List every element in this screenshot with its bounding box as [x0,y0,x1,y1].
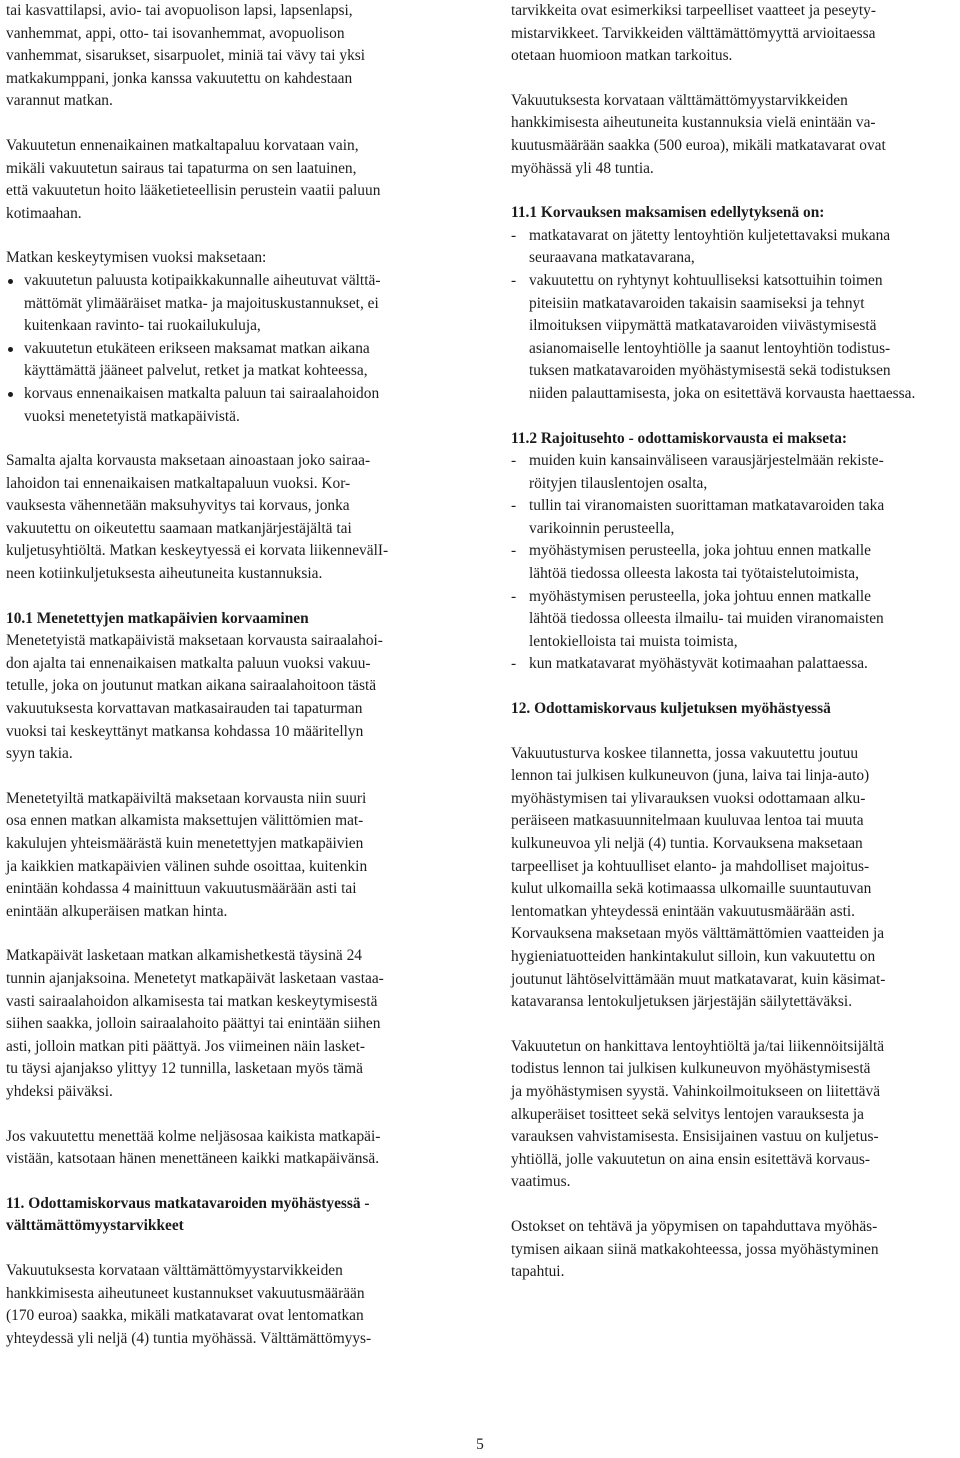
section-heading-11-1: 11.1 Korvauksen maksamisen edellytyksenä on: [511,204,825,222]
list-item: - matkatavarat on jätetty lentoyhtiön kuljetettavaksi mukana seuraavana matkatavarana, [511,225,957,270]
section-heading-10-1: 10.1 Menetettyjen matkapäivien korvaaminen [6,609,309,627]
list-item: - muiden kuin kansainväliseen varausjärjestelmään rekiste- röityjen tilauslentojen osalta, [511,450,957,495]
section-heading-11: 11. Odottamiskorvaus matkatavaroiden myöhästyessä - välttämättömyystarvikkeet [6,1194,370,1235]
exclusions-list [511,450,957,676]
list-item: - tullin tai viranomaisten suorittaman matkatavaroiden taka varikoinnin perusteella, [511,495,957,540]
left-column [6,0,454,1350]
paragraph-lost-days: Menetetyistä matkapäivistä maksetaan korvausta sairaalahoi- don ajalta tai ennenaikaisen matkalta paluun vuoksi vakuu- tetulle, joka on joutunut matkan aikana sairaalahoitoon tästä vakuutuksesta korvattavan matkasairauden tai tapaturman vuoksi tai keskeyttänyt matkansa kohdassa 10 määritellyn syyn takia. [6,632,383,763]
paragraph-necessities-continued: tarvikkeita ovat esimerkiksi tarpeelliset vaatteet ja peseyty- mistarvikkeet. Tarvikkeiden välttämättömyyttä arvioitaessa otetaan huomioon matkan tarkoitus. [511,2,876,65]
list-item: korvaus ennenaikaisen matkalta paluun tai sairaalahoidon vuoksi menetetyistä matkapäivistä. [6,383,454,428]
right-column [511,0,957,1284]
interruption-bullet-list [6,270,454,428]
list-item: vakuutetun etukäteen erikseen maksamat matkan aikana käyttämättä jääneet palvelut, retket ja matkat kohteessa, [6,338,454,383]
paragraph-purchases: Ostokset on tehtävä ja yöpymisen on tapahduttava myöhäs- tymisen aikaan siinä matkakohteessa, jossa myöhästyminen tapahtui. [511,1217,879,1281]
list-item: - myöhästymisen perusteella, joka johtuu ennen matkalle lähtöä tiedossa olleesta lakosta tai työtaistelutoimista, [511,540,957,585]
conditions-list [511,225,957,406]
paragraph-same-period: Samalta ajalta korvausta maksetaan ainoastaan joko sairaa- lahoidon tai ennenaikaisen matkaltapaluun vuoksi. Kor- vauksesta vähennetään maksuhyvitys tai korvaus, jonka vakuutettu on oikeutettu saamaan matkanjärjestäjältä tai kuljetusyhtiöltä. Matkan keskeytyessä ei korvata liikennevälI- neen kotiinkuljetuksesta aiheutuneita kustannuksia. [6,452,389,583]
paragraph-certificate: Vakuutetun on hankittava lentoyhtiöltä ja/tai liikennöitsijältä todistus lennon tai julkisen kulkuneuvon myöhästymisestä ja myöhästymisen syystä. Vahinkoilmoitukseen on liitettävä alkuperäiset tositteet sekä selvitys lentojen varauksesta ja varauksen vahvistamisesta. Ensisijainen vastuu on kuljetus- yhtiöllä, jolle vakuutetun on aina ensin esitettävä korvaus- vaatimus. [511,1037,885,1191]
paragraph-three-quarters: Jos vakuutettu menettää kolme neljäsosaa kaikista matkapäi- vistään, katsotaan hänen menettäneen kaikki matkapäivänsä. [6,1127,381,1168]
section-heading-12: 12. Odottamiskorvaus kuljetuksen myöhästyessä [511,700,831,718]
list-item: - myöhästymisen perusteella, joka johtuu ennen matkalle lähtöä tiedossa olleesta ilmailu- tai muiden viranomaisten lentokielloista tai muista toimista, [511,586,957,654]
page-number: 5 [476,1436,484,1453]
paragraph-interruption-intro: Matkan keskeytymisen vuoksi maksetaan: [6,249,267,267]
paragraph-day-calculation: Matkapäivät lasketaan matkan alkamishetkestä täysinä 24 tunnin ajanjaksoina. Menetetyt matkapäivät lasketaan vastaa- vasti sairaalahoidon alkamisesta tai matkan keskeytymisestä siihen saakka, jolloin sairaalahoito päättyi tai enintään siihen asti, jolloin matkan piti päättyä. Jos viimeinen näin lasket- tu täysi ajanjakso ylittyy 12 tunnilla, lasketaan myös tämä yhdeksi päiväksi. [6,947,384,1100]
section-heading-11-2: 11.2 Rajoitusehto - odottamiskorvausta ei makseta: [511,429,848,447]
paragraph-necessities: Vakuutuksesta korvataan välttämättömyystarvikkeiden hankkimisesta aiheutuneet kustannukset vakuutusmäärään (170 euroa) saakka, mikäli matkatavarat ovat lentomatkan yhteydessä yli neljä (4) tuntia myöhässä. Välttämättömyys- [6,1261,372,1347]
paragraph-transport-delay: Vakuutusturva koskee tilannetta, jossa vakuutettu joutuu lennon tai julkisen kulkuneuvon (juna, laiva tai linja-auto) myöhästymisen tai ylivarauksen vuoksi odottamaan alku- peräiseen matkasuunnitelmaan kuuluvaa lentoa tai muuta kulkuneuvoa yli neljä (4) tuntia. Korvauksena maksetaan tarpeelliset ja kohtuulliset elanto- ja mahdolliset majoitus- kulut ulkomailla sekä kotimaassa ulkomaille suuntautuvan lentomatkan yhteydessä enintään vakuutusmäärään asti. Korvauksena maksetaan myös välttämättömien vaatteiden ja hygieniatuotteiden hankintakulut silloin, kun vakuutettu on joutunut lähtöselvittämään muut matkatavarat, kuin käsimat- katavaransa lentokuljetuksen järjestäjän säilytettäväksi. [511,744,886,1011]
paragraph-continued-relatives: tai kasvattilapsi, avio- tai avopuolison lapsi, lapsenlapsi, vanhemmat, appi, otto- tai isovanhemmat, avopuolison vanhemmat, sisarukset, sisarpuolet, miniä tai vävy tai yksi matkakumppani, jonka kanssa vakuutettu on kahdestaan varannut matkan. [6,2,366,110]
list-item: - vakuutettu on ryhtynyt kohtuulliseksi katsottuihin toimen piteisiin matkatavaroiden takaisin saamiseksi ja tehnyt ilmoituksen viipymättä matkatavaroiden viivästymisestä asianomaiselle lentoyhtiölle ja saanut lentoyhtiön todistus- tuksen matkatavaroiden myöhästymisestä sekä todistuksen niiden palauttamisesta, joka on esitettävä korvausta haettaessa. [511,270,957,406]
paragraph-lost-days-compensation: Menetetyiltä matkapäiviltä maksetaan korvausta niin suuri osa ennen matkan alkamista maksettujen välittömien mat- kakulujen yhteismäärästä kuin menetettyjen matkapäivien ja kaikkien matkapäivien välinen suhde osoittaa, kuitenkin enintään kohdassa 4 mainittuun vakuutusmäärään asti tai enintään alkuperäisen matkan hinta. [6,789,368,920]
paragraph-48-hours: Vakuutuksesta korvataan välttämättömyystarvikkeiden hankkimisesta aiheutuneita kustannuksia vielä enintään va- kuutusmäärään saakka (500 euroa), mikäli matkatavarat ovat myöhässä yli 48 tuntia. [511,91,886,177]
paragraph-early-return: Vakuutetun ennenaikainen matkaltapaluu korvataan vain, mikäli vakuutetun sairaus tai tapaturma on sen laatuinen, että vakuutetun hoito lääketieteellisin perustein vaatii paluun kotimaahan. [6,136,381,222]
list-item: vakuutetun paluusta kotipaikkakunnalle aiheutuvat välttä- mättömät ylimääräiset matka- ja majoituskustannukset, ei kuitenkaan ravinto- tai ruokailukuluja, [6,270,454,338]
list-item: - kun matkatavarat myöhästyvät kotimaahan palattaessa. [511,653,957,676]
